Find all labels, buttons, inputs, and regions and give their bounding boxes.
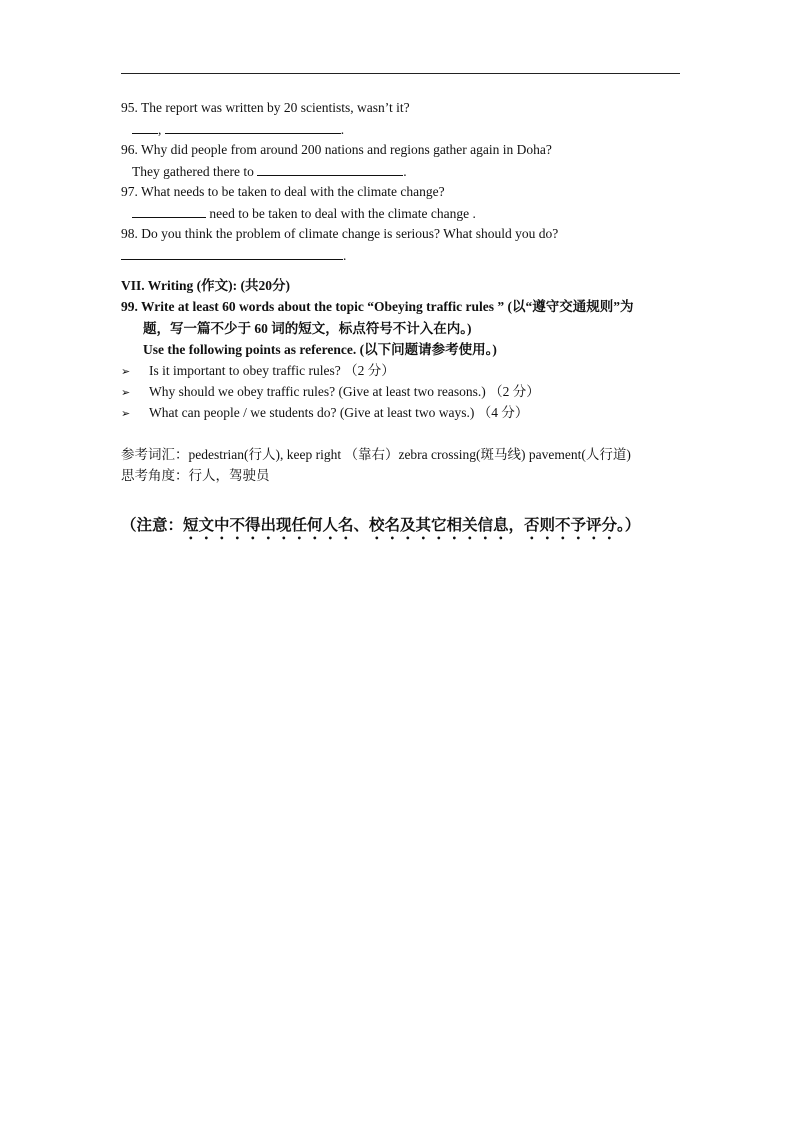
answer-95-separator: , bbox=[158, 122, 162, 137]
point-1 bbox=[121, 362, 395, 381]
question-96: 96. Why did people from around 200 nations and regions gather again in Doha? bbox=[121, 142, 552, 157]
q99-line-3: Use the following points as reference. (以下问题请参考使用。) bbox=[143, 342, 497, 357]
answer-96 bbox=[132, 162, 407, 181]
attention-note bbox=[121, 514, 640, 543]
question-98: 98. Do you think the problem of climate change is serious? What should you do? bbox=[121, 226, 559, 241]
answer-97 bbox=[132, 204, 476, 223]
answer-95-blank-2[interactable] bbox=[165, 120, 341, 134]
arrowhead-bullet-icon: ➢ bbox=[121, 408, 131, 420]
answer-95-end: . bbox=[340, 122, 345, 137]
answer-95 bbox=[132, 120, 344, 139]
question-95: 95. The report was written by 20 scientists, wasn’t it? bbox=[121, 100, 410, 115]
q99-line-2: 题，写一篇不少于 60 词的短文，标点符号不计入在内。) bbox=[143, 321, 472, 336]
arrowhead-bullet-icon: ➢ bbox=[121, 366, 131, 378]
answer-96-prefix: They gathered there to bbox=[132, 164, 254, 179]
point-2-text: Why should we obey traffic rules? (Give at least two reasons.) （2 分） bbox=[149, 384, 540, 399]
answer-96-blank[interactable] bbox=[257, 162, 403, 176]
answer-98-end: . bbox=[343, 248, 347, 263]
answer-98 bbox=[121, 246, 346, 265]
q99-line-1: 99. Write at least 60 words about the topic “Obeying traffic rules ” (以“遵守交通规则”为 bbox=[121, 299, 634, 314]
answer-98-blank[interactable] bbox=[121, 246, 343, 260]
point-2 bbox=[121, 383, 540, 402]
arrowhead-bullet-icon: ➢ bbox=[121, 387, 131, 399]
writing-heading: VII. Writing (作文): (共20分) bbox=[121, 278, 290, 293]
thinking-angle: 思考角度：行人，驾驶员 bbox=[121, 468, 270, 483]
attention-note-close: 。） bbox=[617, 516, 641, 534]
point-3 bbox=[121, 404, 528, 423]
answer-97-blank[interactable] bbox=[132, 204, 206, 218]
point-3-text: What can people / we students do? (Give at least two ways.) （4 分） bbox=[149, 405, 529, 420]
answer-95-blank-1[interactable] bbox=[132, 120, 158, 134]
reference-vocabulary: 参考词汇：pedestrian(行人), keep right （靠右）zebra crossing(斑马线) pavement(人行道) bbox=[121, 447, 631, 462]
header-rule bbox=[121, 73, 680, 74]
attention-note-open: （注意： bbox=[121, 516, 184, 534]
attention-note-body: 短文中不得出现任何人名、校名及其它相关信息，否则不予评分 bbox=[183, 516, 618, 534]
point-1-text: Is it important to obey traffic rules? （2 分） bbox=[149, 363, 395, 378]
answer-97-suffix: need to be taken to deal with the climate change . bbox=[209, 206, 476, 221]
answer-96-end: . bbox=[403, 164, 407, 179]
question-97: 97. What needs to be taken to deal with the climate change? bbox=[121, 184, 445, 199]
